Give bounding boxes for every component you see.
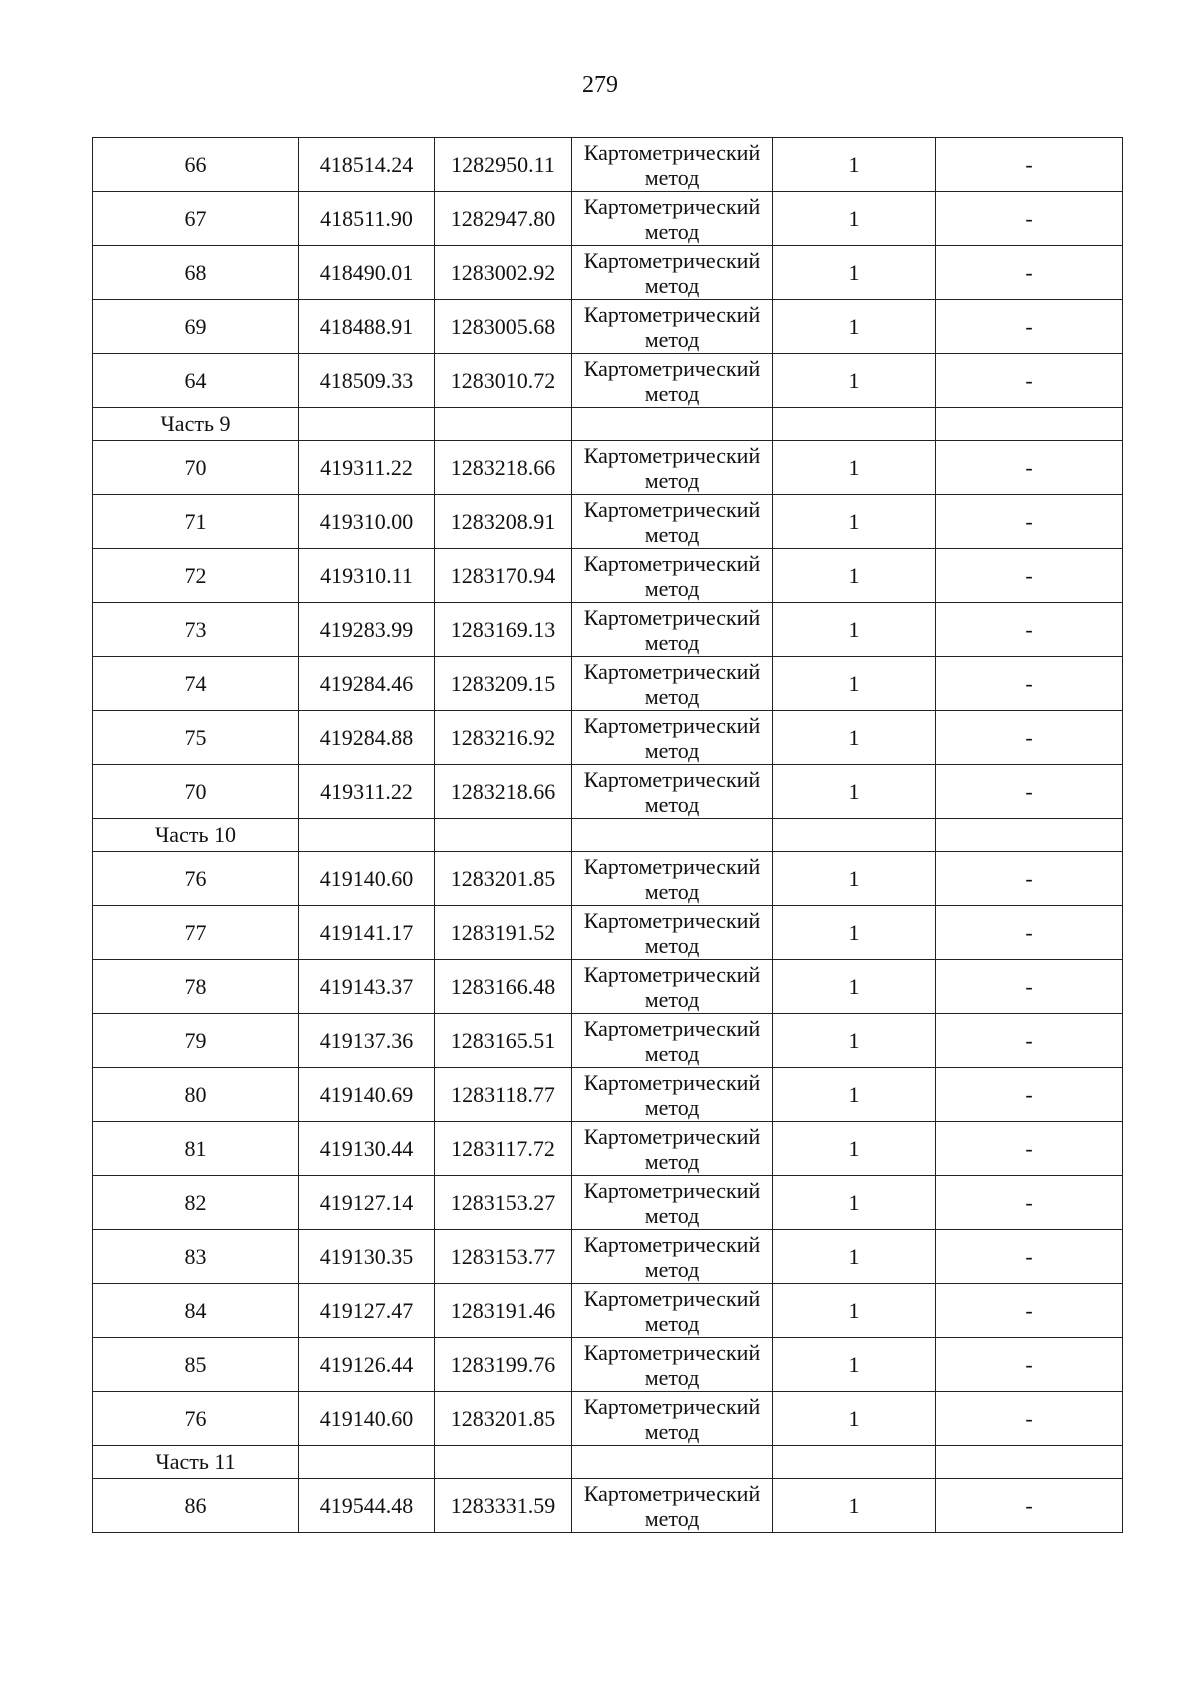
method-text-line: метод bbox=[644, 1202, 700, 1228]
method-cell bbox=[572, 1122, 773, 1176]
accuracy-cell: 1 bbox=[773, 765, 936, 819]
point-number-cell: 66 bbox=[93, 138, 299, 192]
y-coordinate-cell: 1283002.92 bbox=[435, 246, 572, 300]
section-label: Часть 9 bbox=[93, 408, 299, 441]
method-cell bbox=[572, 852, 773, 906]
empty-cell bbox=[773, 408, 936, 441]
table-row bbox=[93, 549, 1123, 603]
point-number-cell: 85 bbox=[93, 1338, 299, 1392]
accuracy-cell: 1 bbox=[773, 354, 936, 408]
method-text-line: Картометрический bbox=[583, 1231, 761, 1257]
method-text-line: Картометрический bbox=[583, 193, 761, 219]
method-text-line: Картометрический bbox=[583, 766, 761, 792]
point-number-cell: 86 bbox=[93, 1479, 299, 1533]
x-coordinate-cell: 419141.17 bbox=[299, 906, 435, 960]
accuracy-cell: 1 bbox=[773, 906, 936, 960]
table-row bbox=[93, 711, 1123, 765]
method-text-line: Картометрический bbox=[583, 301, 761, 327]
method-text-line: Картометрический bbox=[583, 496, 761, 522]
note-cell: - bbox=[936, 906, 1123, 960]
accuracy-cell: 1 bbox=[773, 192, 936, 246]
x-coordinate-cell: 419140.60 bbox=[299, 1392, 435, 1446]
table-row bbox=[93, 138, 1123, 192]
x-coordinate-cell: 419284.88 bbox=[299, 711, 435, 765]
y-coordinate-cell: 1283191.52 bbox=[435, 906, 572, 960]
y-coordinate-cell: 1282947.80 bbox=[435, 192, 572, 246]
table-row bbox=[93, 495, 1123, 549]
method-text-line: метод bbox=[644, 1364, 700, 1390]
coordinates-table bbox=[92, 137, 1123, 1533]
point-number-cell: 76 bbox=[93, 1392, 299, 1446]
section-label: Часть 11 bbox=[93, 1446, 299, 1479]
empty-cell bbox=[773, 819, 936, 852]
method-text-line: Картометрический bbox=[583, 907, 761, 933]
y-coordinate-cell: 1283165.51 bbox=[435, 1014, 572, 1068]
method-text-line: метод bbox=[644, 1256, 700, 1282]
x-coordinate-cell: 419310.11 bbox=[299, 549, 435, 603]
table-row bbox=[93, 852, 1123, 906]
empty-cell bbox=[435, 1446, 572, 1479]
method-cell bbox=[572, 192, 773, 246]
method-text-line: метод bbox=[644, 575, 700, 601]
method-cell bbox=[572, 549, 773, 603]
accuracy-cell: 1 bbox=[773, 1284, 936, 1338]
method-text-line: метод bbox=[644, 986, 700, 1012]
section-header-row bbox=[93, 1446, 1123, 1479]
note-cell: - bbox=[936, 138, 1123, 192]
method-text-line: метод bbox=[644, 1505, 700, 1531]
method-cell bbox=[572, 960, 773, 1014]
y-coordinate-cell: 1283191.46 bbox=[435, 1284, 572, 1338]
x-coordinate-cell: 419311.22 bbox=[299, 441, 435, 495]
point-number-cell: 68 bbox=[93, 246, 299, 300]
method-text-line: Картометрический bbox=[583, 1177, 761, 1203]
accuracy-cell: 1 bbox=[773, 495, 936, 549]
note-cell: - bbox=[936, 603, 1123, 657]
method-cell bbox=[572, 1392, 773, 1446]
method-cell bbox=[572, 603, 773, 657]
table-row bbox=[93, 1284, 1123, 1338]
table-row bbox=[93, 765, 1123, 819]
method-text-line: Картометрический bbox=[583, 712, 761, 738]
accuracy-cell: 1 bbox=[773, 138, 936, 192]
table-row bbox=[93, 300, 1123, 354]
y-coordinate-cell: 1283153.27 bbox=[435, 1176, 572, 1230]
method-text-line: метод bbox=[644, 1148, 700, 1174]
point-number-cell: 71 bbox=[93, 495, 299, 549]
point-number-cell: 78 bbox=[93, 960, 299, 1014]
y-coordinate-cell: 1283218.66 bbox=[435, 765, 572, 819]
method-text-line: метод bbox=[644, 683, 700, 709]
method-cell bbox=[572, 1014, 773, 1068]
x-coordinate-cell: 419127.14 bbox=[299, 1176, 435, 1230]
point-number-cell: 83 bbox=[93, 1230, 299, 1284]
x-coordinate-cell: 419140.60 bbox=[299, 852, 435, 906]
x-coordinate-cell: 418511.90 bbox=[299, 192, 435, 246]
y-coordinate-cell: 1283216.92 bbox=[435, 711, 572, 765]
method-text-line: метод bbox=[644, 1040, 700, 1066]
note-cell: - bbox=[936, 549, 1123, 603]
method-text-line: метод bbox=[644, 1094, 700, 1120]
table-row bbox=[93, 192, 1123, 246]
table-row bbox=[93, 441, 1123, 495]
table-row bbox=[93, 1392, 1123, 1446]
method-text-line: Картометрический bbox=[583, 853, 761, 879]
point-number-cell: 77 bbox=[93, 906, 299, 960]
note-cell: - bbox=[936, 192, 1123, 246]
method-text-line: метод bbox=[644, 218, 700, 244]
y-coordinate-cell: 1283169.13 bbox=[435, 603, 572, 657]
table-row bbox=[93, 603, 1123, 657]
x-coordinate-cell: 418509.33 bbox=[299, 354, 435, 408]
accuracy-cell: 1 bbox=[773, 1479, 936, 1533]
note-cell: - bbox=[936, 1122, 1123, 1176]
method-cell bbox=[572, 1068, 773, 1122]
method-text-line: метод bbox=[644, 164, 700, 190]
method-text-line: метод bbox=[644, 467, 700, 493]
x-coordinate-cell: 418490.01 bbox=[299, 246, 435, 300]
method-text-line: Картометрический bbox=[583, 1069, 761, 1095]
method-cell bbox=[572, 1230, 773, 1284]
method-text-line: Картометрический bbox=[583, 550, 761, 576]
x-coordinate-cell: 419126.44 bbox=[299, 1338, 435, 1392]
method-text-line: Картометрический bbox=[583, 247, 761, 273]
method-text-line: метод bbox=[644, 878, 700, 904]
page-number: 279 bbox=[582, 72, 618, 98]
method-text-line: метод bbox=[644, 791, 700, 817]
method-text-line: Картометрический bbox=[583, 442, 761, 468]
method-text-line: метод bbox=[644, 272, 700, 298]
empty-cell bbox=[936, 819, 1123, 852]
accuracy-cell: 1 bbox=[773, 1392, 936, 1446]
x-coordinate-cell: 419284.46 bbox=[299, 657, 435, 711]
point-number-cell: 82 bbox=[93, 1176, 299, 1230]
accuracy-cell: 1 bbox=[773, 1014, 936, 1068]
y-coordinate-cell: 1283118.77 bbox=[435, 1068, 572, 1122]
x-coordinate-cell: 419143.37 bbox=[299, 960, 435, 1014]
y-coordinate-cell: 1283209.15 bbox=[435, 657, 572, 711]
method-text-line: Картометрический bbox=[583, 604, 761, 630]
point-number-cell: 84 bbox=[93, 1284, 299, 1338]
point-number-cell: 73 bbox=[93, 603, 299, 657]
y-coordinate-cell: 1283170.94 bbox=[435, 549, 572, 603]
method-text-line: метод bbox=[644, 629, 700, 655]
method-text-line: метод bbox=[644, 737, 700, 763]
table-row bbox=[93, 1014, 1123, 1068]
y-coordinate-cell: 1283117.72 bbox=[435, 1122, 572, 1176]
note-cell: - bbox=[936, 960, 1123, 1014]
y-coordinate-cell: 1283166.48 bbox=[435, 960, 572, 1014]
note-cell: - bbox=[936, 852, 1123, 906]
x-coordinate-cell: 419130.44 bbox=[299, 1122, 435, 1176]
method-text-line: Картометрический bbox=[583, 1339, 761, 1365]
point-number-cell: 75 bbox=[93, 711, 299, 765]
point-number-cell: 69 bbox=[93, 300, 299, 354]
note-cell: - bbox=[936, 1014, 1123, 1068]
method-text-line: метод bbox=[644, 1310, 700, 1336]
table-row bbox=[93, 906, 1123, 960]
method-text-line: Картометрический bbox=[583, 658, 761, 684]
y-coordinate-cell: 1283331.59 bbox=[435, 1479, 572, 1533]
empty-cell bbox=[435, 408, 572, 441]
method-cell bbox=[572, 354, 773, 408]
note-cell: - bbox=[936, 711, 1123, 765]
point-number-cell: 72 bbox=[93, 549, 299, 603]
method-cell bbox=[572, 300, 773, 354]
point-number-cell: 67 bbox=[93, 192, 299, 246]
y-coordinate-cell: 1283218.66 bbox=[435, 441, 572, 495]
table-row bbox=[93, 657, 1123, 711]
section-label: Часть 10 bbox=[93, 819, 299, 852]
note-cell: - bbox=[936, 657, 1123, 711]
table-row bbox=[93, 1122, 1123, 1176]
x-coordinate-cell: 419137.36 bbox=[299, 1014, 435, 1068]
method-text-line: Картометрический bbox=[583, 355, 761, 381]
note-cell: - bbox=[936, 1479, 1123, 1533]
accuracy-cell: 1 bbox=[773, 1338, 936, 1392]
table-row bbox=[93, 354, 1123, 408]
x-coordinate-cell: 419311.22 bbox=[299, 765, 435, 819]
point-number-cell: 79 bbox=[93, 1014, 299, 1068]
note-cell: - bbox=[936, 1392, 1123, 1446]
accuracy-cell: 1 bbox=[773, 603, 936, 657]
method-text-line: метод bbox=[644, 326, 700, 352]
note-cell: - bbox=[936, 300, 1123, 354]
note-cell: - bbox=[936, 354, 1123, 408]
table-row bbox=[93, 960, 1123, 1014]
table-row bbox=[93, 1230, 1123, 1284]
method-cell bbox=[572, 906, 773, 960]
accuracy-cell: 1 bbox=[773, 549, 936, 603]
x-coordinate-cell: 419544.48 bbox=[299, 1479, 435, 1533]
method-cell bbox=[572, 1176, 773, 1230]
y-coordinate-cell: 1283201.85 bbox=[435, 852, 572, 906]
method-text-line: Картометрический bbox=[583, 961, 761, 987]
table-row bbox=[93, 1068, 1123, 1122]
x-coordinate-cell: 419140.69 bbox=[299, 1068, 435, 1122]
method-cell bbox=[572, 441, 773, 495]
y-coordinate-cell: 1283199.76 bbox=[435, 1338, 572, 1392]
accuracy-cell: 1 bbox=[773, 300, 936, 354]
x-coordinate-cell: 418488.91 bbox=[299, 300, 435, 354]
y-coordinate-cell: 1283208.91 bbox=[435, 495, 572, 549]
y-coordinate-cell: 1283005.68 bbox=[435, 300, 572, 354]
accuracy-cell: 1 bbox=[773, 657, 936, 711]
point-number-cell: 64 bbox=[93, 354, 299, 408]
empty-cell bbox=[299, 1446, 435, 1479]
note-cell: - bbox=[936, 441, 1123, 495]
accuracy-cell: 1 bbox=[773, 960, 936, 1014]
note-cell: - bbox=[936, 495, 1123, 549]
method-text-line: метод bbox=[644, 932, 700, 958]
table-row bbox=[93, 1176, 1123, 1230]
empty-cell bbox=[572, 1446, 773, 1479]
accuracy-cell: 1 bbox=[773, 1176, 936, 1230]
method-cell bbox=[572, 495, 773, 549]
point-number-cell: 74 bbox=[93, 657, 299, 711]
note-cell: - bbox=[936, 1068, 1123, 1122]
method-cell bbox=[572, 1284, 773, 1338]
empty-cell bbox=[435, 819, 572, 852]
x-coordinate-cell: 419127.47 bbox=[299, 1284, 435, 1338]
accuracy-cell: 1 bbox=[773, 1230, 936, 1284]
method-text-line: Картометрический bbox=[583, 1480, 761, 1506]
note-cell: - bbox=[936, 765, 1123, 819]
empty-cell bbox=[572, 819, 773, 852]
y-coordinate-cell: 1283010.72 bbox=[435, 354, 572, 408]
accuracy-cell: 1 bbox=[773, 1122, 936, 1176]
y-coordinate-cell: 1283201.85 bbox=[435, 1392, 572, 1446]
point-number-cell: 76 bbox=[93, 852, 299, 906]
method-text-line: метод bbox=[644, 521, 700, 547]
note-cell: - bbox=[936, 246, 1123, 300]
table-row bbox=[93, 1479, 1123, 1533]
method-cell bbox=[572, 765, 773, 819]
method-text-line: Картометрический bbox=[583, 139, 761, 165]
method-text-line: метод bbox=[644, 1418, 700, 1444]
section-header-row bbox=[93, 819, 1123, 852]
empty-cell bbox=[299, 408, 435, 441]
empty-cell bbox=[299, 819, 435, 852]
point-number-cell: 70 bbox=[93, 441, 299, 495]
empty-cell bbox=[936, 408, 1123, 441]
note-cell: - bbox=[936, 1338, 1123, 1392]
empty-cell bbox=[773, 1446, 936, 1479]
note-cell: - bbox=[936, 1284, 1123, 1338]
x-coordinate-cell: 419130.35 bbox=[299, 1230, 435, 1284]
method-text-line: Картометрический bbox=[583, 1285, 761, 1311]
section-header-row bbox=[93, 408, 1123, 441]
method-cell bbox=[572, 657, 773, 711]
accuracy-cell: 1 bbox=[773, 852, 936, 906]
empty-cell bbox=[572, 408, 773, 441]
method-text-line: метод bbox=[644, 380, 700, 406]
accuracy-cell: 1 bbox=[773, 246, 936, 300]
method-text-line: Картометрический bbox=[583, 1393, 761, 1419]
method-cell bbox=[572, 246, 773, 300]
accuracy-cell: 1 bbox=[773, 1068, 936, 1122]
coordinates-table-body bbox=[93, 138, 1123, 1533]
table-row bbox=[93, 246, 1123, 300]
x-coordinate-cell: 419283.99 bbox=[299, 603, 435, 657]
accuracy-cell: 1 bbox=[773, 441, 936, 495]
y-coordinate-cell: 1282950.11 bbox=[435, 138, 572, 192]
note-cell: - bbox=[936, 1176, 1123, 1230]
y-coordinate-cell: 1283153.77 bbox=[435, 1230, 572, 1284]
empty-cell bbox=[936, 1446, 1123, 1479]
table-row bbox=[93, 1338, 1123, 1392]
method-text-line: Картометрический bbox=[583, 1123, 761, 1149]
x-coordinate-cell: 418514.24 bbox=[299, 138, 435, 192]
method-text-line: Картометрический bbox=[583, 1015, 761, 1041]
method-cell bbox=[572, 138, 773, 192]
method-cell bbox=[572, 711, 773, 765]
x-coordinate-cell: 419310.00 bbox=[299, 495, 435, 549]
point-number-cell: 70 bbox=[93, 765, 299, 819]
note-cell: - bbox=[936, 1230, 1123, 1284]
method-cell bbox=[572, 1479, 773, 1533]
point-number-cell: 80 bbox=[93, 1068, 299, 1122]
method-cell bbox=[572, 1338, 773, 1392]
point-number-cell: 81 bbox=[93, 1122, 299, 1176]
accuracy-cell: 1 bbox=[773, 711, 936, 765]
